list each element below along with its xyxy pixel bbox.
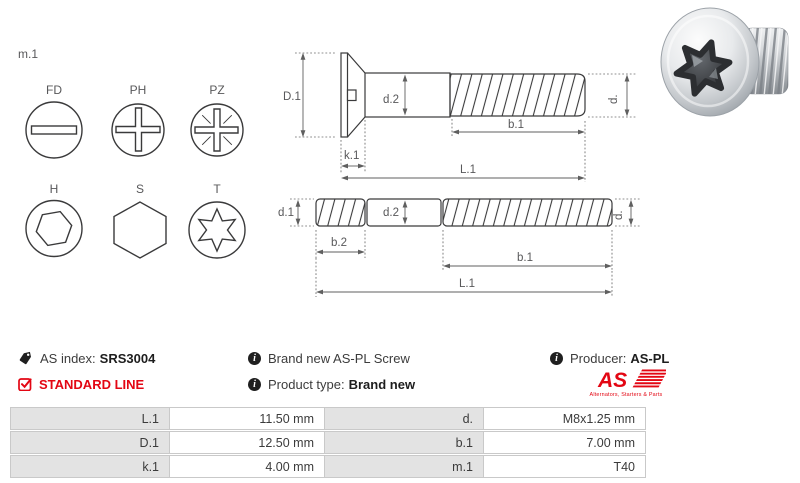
product-photo — [645, 2, 795, 122]
dim-label-L1: L.1 — [459, 278, 475, 290]
dim-label-D1: D.1 — [283, 91, 301, 103]
as-pl-logo — [586, 366, 666, 399]
drive-type-label: PH — [129, 83, 147, 97]
info-icon: i — [248, 352, 261, 365]
drive-type-h — [26, 182, 82, 257]
external-hex-drive-icon — [114, 202, 166, 258]
product-type-value: Brand new — [348, 376, 416, 392]
drive-type-label: PZ — [209, 83, 225, 97]
drive-type-pz — [191, 83, 243, 156]
drive-type-fd — [26, 83, 82, 158]
slotted-drive-icon — [26, 102, 82, 158]
dim-label-b1: b.1 — [508, 119, 524, 131]
drive-type-ph — [112, 83, 164, 156]
drive-type-s — [114, 182, 166, 258]
head-drive-section-label: m.1 — [18, 47, 39, 61]
product-description: Brand new AS-PL Screw — [268, 350, 410, 366]
dim-label-b1: b.1 — [517, 252, 533, 264]
spec-value-cell: 7.00 mm — [483, 431, 646, 454]
dim-label-L1: L.1 — [460, 164, 476, 176]
dim-label-d: d. — [608, 94, 620, 104]
dim-label-d1: d.1 — [278, 207, 294, 219]
hex-socket-drive-icon — [26, 201, 82, 257]
spec-param-cell: d. — [324, 407, 484, 430]
spec-value-cell: M8x1.25 mm — [483, 407, 646, 430]
description-row — [248, 350, 410, 366]
product-type-label: Product type: — [268, 376, 345, 392]
pozidriv-drive-icon — [191, 104, 243, 156]
phillips-drive-icon — [112, 104, 164, 156]
table-row — [10, 431, 649, 454]
logo-text: AS — [598, 369, 628, 392]
producer-label: Producer: — [570, 350, 627, 366]
as-index-row — [18, 350, 155, 366]
drive-type-label: S — [135, 182, 145, 196]
drive-type-label: T — [213, 182, 221, 196]
stud-drawing — [278, 199, 640, 297]
dim-label-d2: d.2 — [383, 94, 399, 106]
product-type-row — [248, 376, 415, 392]
producer-row — [550, 350, 669, 366]
spec-param-cell: k.1 — [10, 455, 170, 478]
info-icon: i — [248, 378, 261, 391]
as-index-value: SRS3004 — [99, 350, 156, 366]
standard-line-label: STANDARD LINE — [39, 376, 145, 392]
spec-param-cell: b.1 — [324, 431, 484, 454]
spec-param-cell: L.1 — [10, 407, 170, 430]
table-row — [10, 407, 649, 430]
dim-label-d: d. — [613, 210, 625, 220]
spec-param-cell: D.1 — [10, 431, 170, 454]
spec-value-cell: 11.50 mm — [169, 407, 325, 430]
drive-type-label: FD — [46, 83, 62, 97]
dim-label-b2: b.2 — [331, 237, 347, 249]
spec-value-cell: 12.50 mm — [169, 431, 325, 454]
dim-label-d2: d.2 — [383, 207, 399, 219]
spec-table — [10, 407, 649, 479]
as-index-label: AS index: — [40, 350, 96, 366]
checkbox-check-icon — [18, 377, 32, 391]
drive-type-grid — [26, 83, 245, 258]
tag-icon — [18, 351, 33, 366]
info-icon: i — [550, 352, 563, 365]
logo-subtitle: Alternators, Starters & Parts — [589, 392, 663, 398]
spec-value-cell: T40 — [483, 455, 646, 478]
dim-label-k1: k.1 — [344, 150, 360, 162]
spec-value-cell: 4.00 mm — [169, 455, 325, 478]
standard-line-row — [18, 376, 144, 392]
spec-param-cell: m.1 — [324, 455, 484, 478]
drive-type-t — [189, 182, 245, 258]
torx-drive-icon — [189, 202, 245, 258]
logo-stripes — [633, 370, 666, 388]
drive-type-label: H — [49, 182, 59, 196]
table-row — [10, 455, 649, 478]
countersunk-screw-drawing — [283, 53, 637, 182]
producer-value: AS-PL — [630, 350, 670, 366]
screw-head-photo — [661, 8, 759, 116]
